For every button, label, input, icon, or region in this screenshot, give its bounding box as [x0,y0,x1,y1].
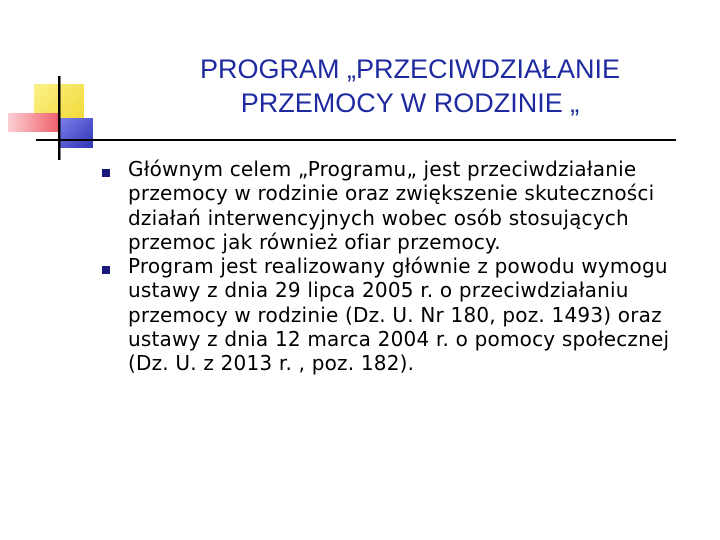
title-line-1: PROGRAM „PRZECIWDZIAŁANIE [199,54,621,84]
deco-blue-square [60,118,93,148]
bullet-text: Program jest realizowany głównie z powodu wymogu ustawy z dnia 29 lipca 2005 r. o przeciwdziałaniu przemocy w rodzinie (Dz. U. Nr 180, poz. 1493) oraz ustawy z dnia 12 marca 2004 r. o pomocy społecznej (Dz. U. z 2013 r. , poz. 182). [128,254,670,376]
square-bullet-icon [102,266,110,274]
decorative-squares-logo [0,0,120,170]
deco-vertical-line [58,76,61,160]
deco-red-bar [8,113,60,132]
bullet-item [104,254,694,375]
square-bullet-icon [102,169,110,177]
bullet-text: Głównym celem „Programu„ jest przeciwdziałanie przemocy w rodzinie oraz zwiększenie skuteczności działań interwencyjnych wobec osób stosujących przemoc jak również ofiar przemocy. [128,157,655,254]
title-line-2: PRZEMOCY W RODZINIE „ [240,88,580,118]
bullet-item [104,157,694,254]
slide-title [110,52,710,120]
bullet-list [104,157,694,376]
title-divider [36,139,676,141]
